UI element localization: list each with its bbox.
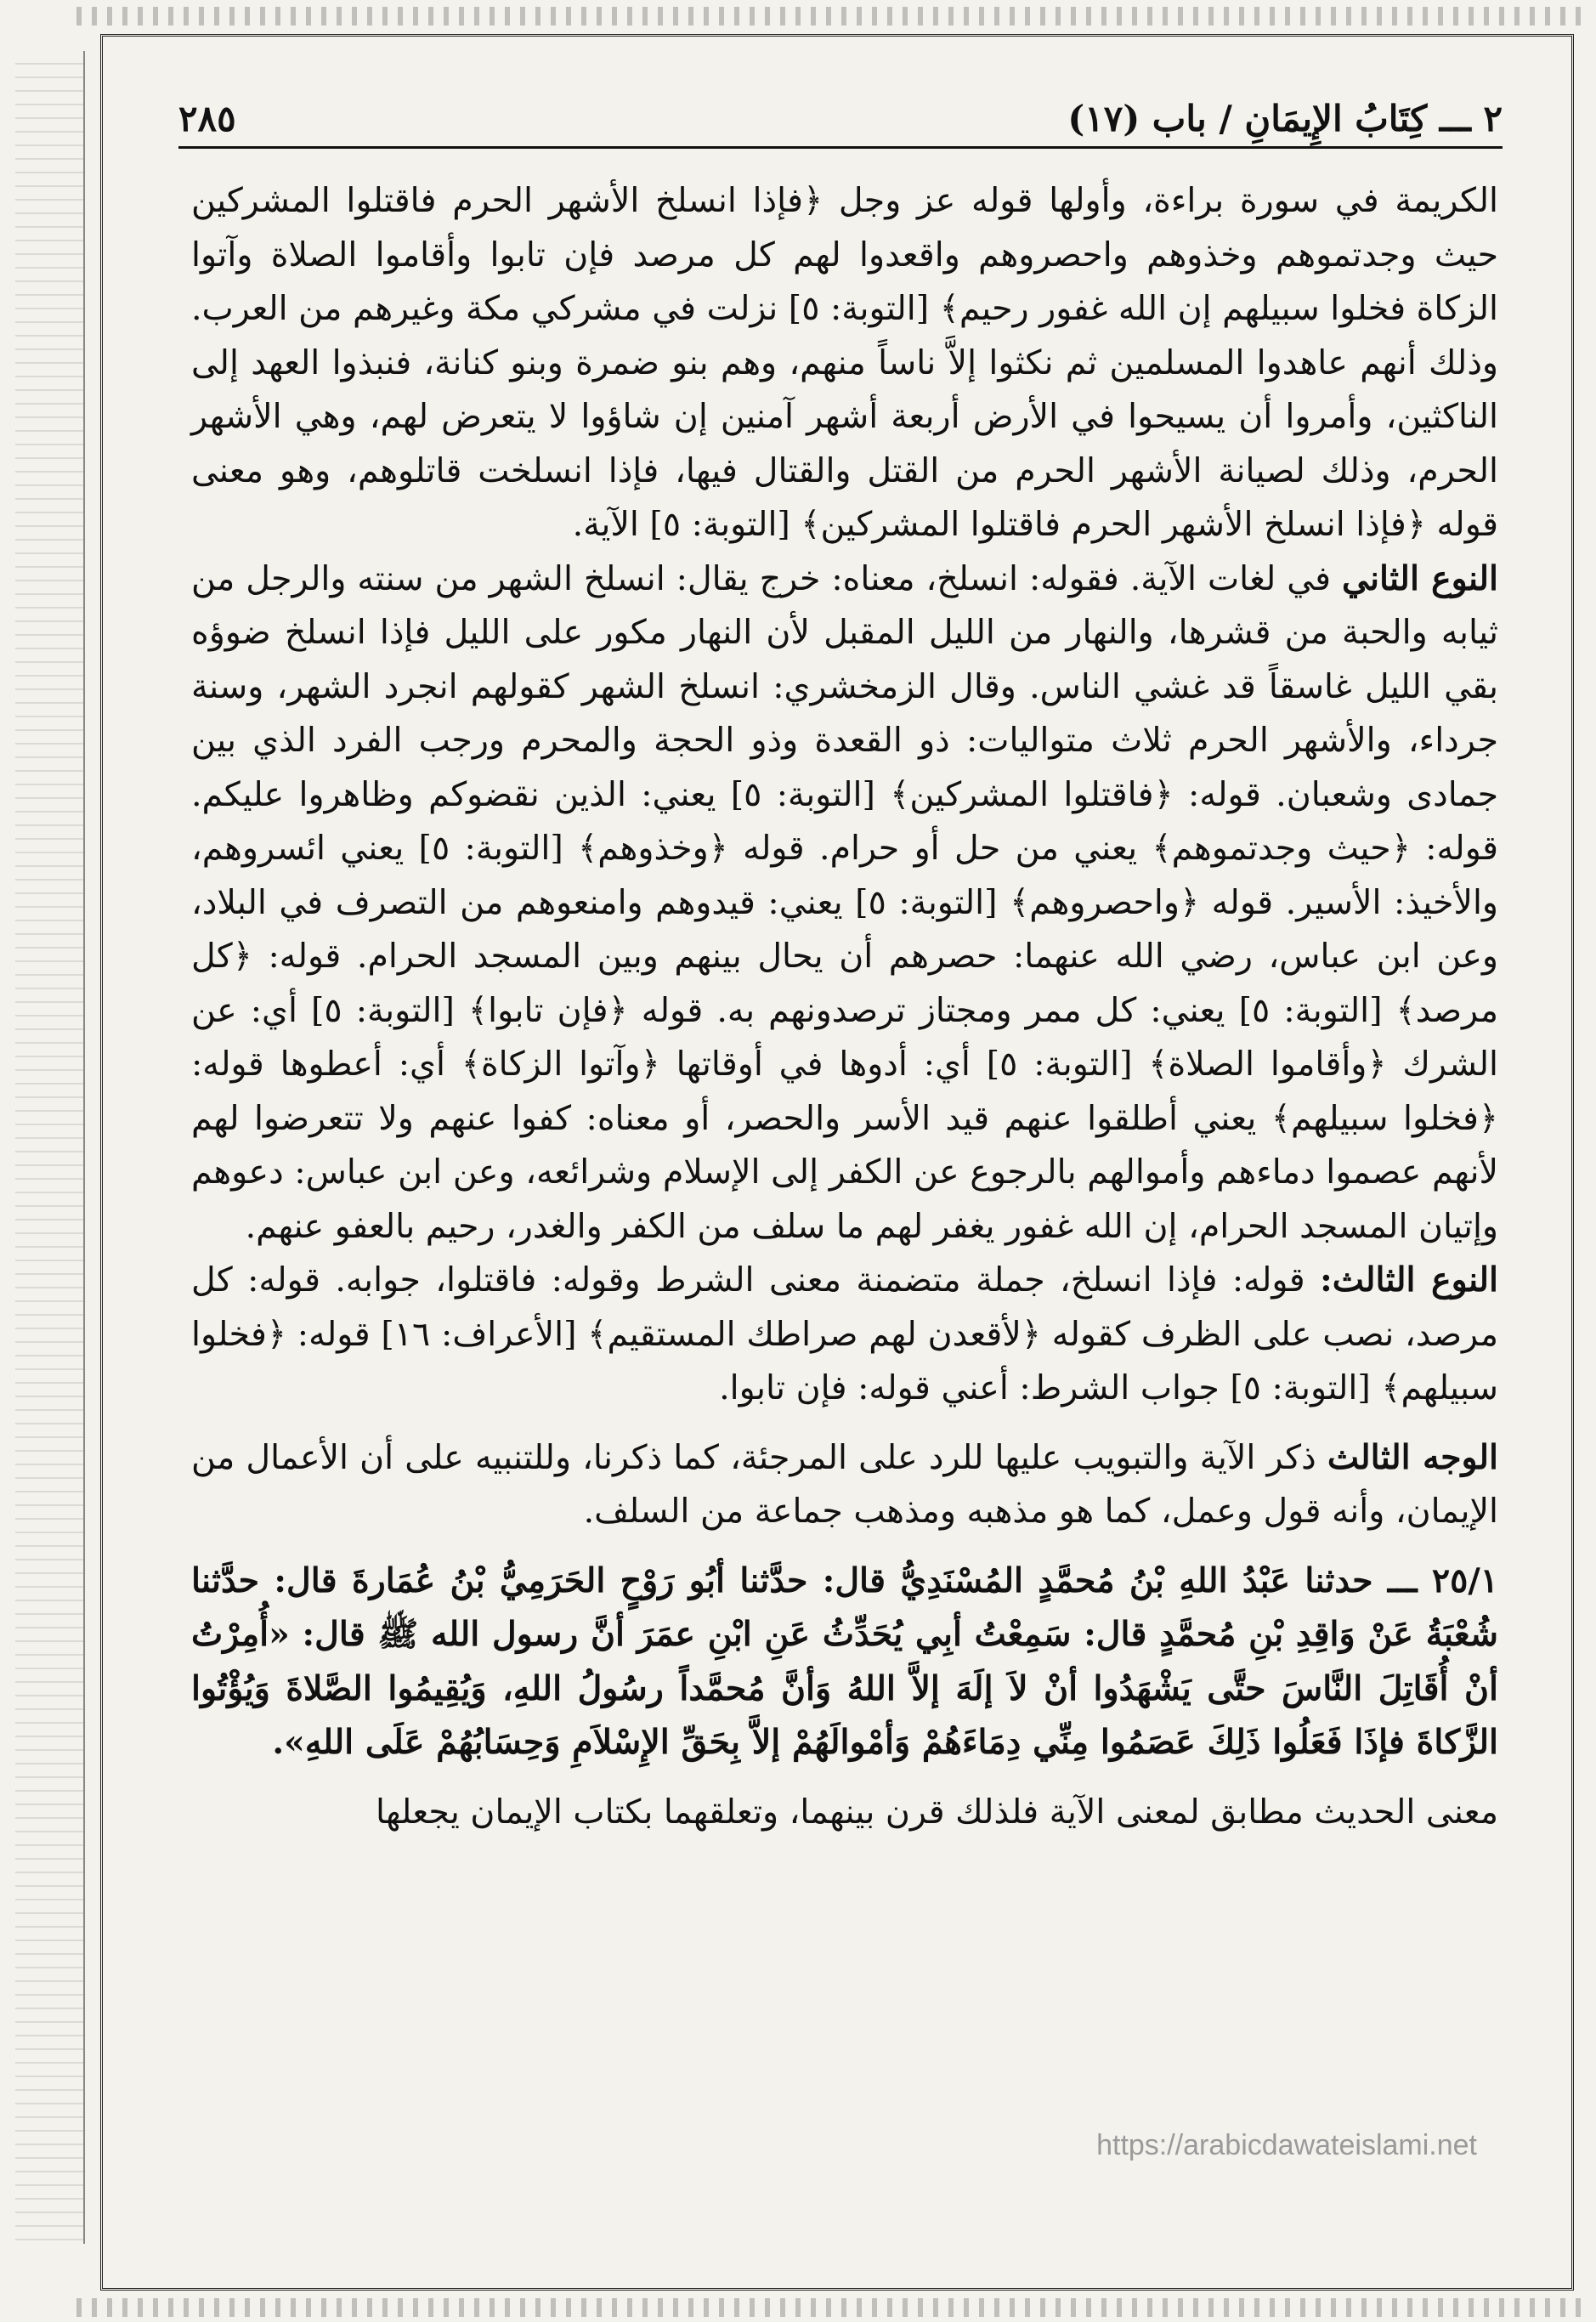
bottom-border-ornament bbox=[76, 2298, 1581, 2317]
paragraph-2-text: في لغات الآية. فقوله: انسلخ، معناه: خرج يقال: انسلخ الشهر من سنته والرجل من ثيابه والحبة من قشرها، والنهار من الليل المقبل لأن النهار مكور على الليل فإذا انسلخ ضوؤه بقي الليل غاسقاً قد غشي الناس. وقال الزمخشري: انسلخ الشهر كقولهم انجرد الشهر، وسنة جرداء، والأشهر الحرم ثلاث متواليات: ذو القعدة وذو الحجة والمحرم ورجب الفرد الذي بين جمادى وشعبان. قوله: ﴿فاقتلوا المشركين﴾ [التوبة: ٥] يعني: الذين نقضوكم وظاهروا عليكم. قوله: ﴿حيث وجدتموهم﴾ يعني من حل أو حرام. قوله ﴿وخذوهم﴾ [التوبة: ٥] يعني ائسروهم، والأخيذ: الأسير. قوله ﴿واحصروهم﴾ [التوبة: ٥] يعني: قيدوهم وامنعوهم من التصرف في البلاد، وعن ابن عباس، رضي الله عنهما: حصرهم أن يحال بينهم وبين المسجد الحرام. قوله: ﴿كل مرصد﴾ [التوبة: ٥] يعني: كل ممر ومجتاز ترصدونهم به. قوله ﴿فإن تابوا﴾ [التوبة: ٥] أي: عن الشرك ﴿وأقاموا الصلاة﴾ [التوبة: ٥] أي: أدوها في أوقاتها ﴿وآتوا الزكاة﴾ أي: أعطوها قوله: ﴿فخلوا سبيلهم﴾ يعني أطلقوا عنهم قيد الأسر والحصر، أو معناه: كفوا عنهم ولا تتعرضوا لهم لأنهم عصموا دماءهم وأموالهم بالرجوع عن الكفر إلى الإسلام وشرائعه، وعن ابن عباس: دعوهم وإتيان المسجد الحرام، إن الله غفور يغفر لهم ما سلف من الكفر والغدر، رحيم بالعفو عنهم. bbox=[191, 558, 1499, 1246]
running-title: ٢ ـــ كِتَابُ الإِيمَانِ / باب (١٧) bbox=[1067, 97, 1503, 139]
top-border-ornament bbox=[76, 7, 1581, 25]
section-label-3: النوع الثالث: bbox=[1320, 1260, 1498, 1300]
paragraph-5: معنى الحديث مطابق لمعنى الآية فلذلك قرن بينهما، وتعلقهما بكتاب الإيمان يجعلها bbox=[376, 1792, 1498, 1832]
side-border-ornament bbox=[15, 51, 85, 2244]
paragraph-3 bbox=[191, 1254, 1498, 1416]
paragraph-3-text: قوله: فإذا انسلخ، جملة متضمنة معنى الشرط وقوله: فاقتلوا، جوابه. قوله: كل مرصد، نصب على الظرف كقوله ﴿لأقعدن لهم صراطك المستقيم﴾ [الأعراف: ١٦] قوله: ﴿فخلوا سبيلهم﴾ [التوبة: ٥] جواب الشرط: أعني قوله: فإن تابوا. bbox=[191, 1260, 1499, 1407]
section-label-4: الوجه الثالث bbox=[1327, 1437, 1498, 1477]
page-body bbox=[191, 174, 1498, 1839]
page-header bbox=[178, 92, 1503, 144]
page-number: ٢٨٥ bbox=[178, 97, 236, 139]
hadith-text: ٢٥/١ ـــ حدثنا عَبْدُ اللهِ بْنُ مُحمَّدٍ المُسْنَدِيُّ قال: حدَّثنا أبُو رَوْحٍ الحَرَمِيُّ بْنُ عُمَارةَ قال: حدَّثنا شُعْبَةُ عَنْ وَاقِدِ بْنِ مُحمَّدٍ قال: سَمِعْتُ أبِي يُحَدِّثُ عَنِ ابْنِ عمَرَ أنَّ رسول الله ﷺ قال: «أُمِرْتُ أنْ أُقَاتِلَ النَّاسَ حتَّى يَشْهَدُوا أنْ لاَ إلَهَ إلاَّ اللهُ وَأنَّ مُحمَّداً رسُولُ اللهِ، وَيُقِيمُوا الصَّلاةَ وَيُؤْتُوا الزَّكاةَ فإذَا فَعَلُوا ذَلِكَ عَصَمُوا مِنِّي دِمَاءَهُمْ وَأمْوالَهُمْ إلاَّ بِحَقِّ الإِسْلاَمِ وَحِسَابُهُمْ عَلَى اللهِ». bbox=[191, 1560, 1498, 1762]
spacer bbox=[191, 1539, 1498, 1555]
paragraph-4 bbox=[191, 1431, 1498, 1539]
section-label-2: النوع الثاني bbox=[1342, 558, 1498, 598]
header-rule bbox=[178, 146, 1503, 149]
paragraph-1: الكريمة في سورة براءة، وأولها قوله عز وجل ﴿فإذا انسلخ الأشهر الحرم فاقتلوا المشركين حيث وجدتموهم وخذوهم واحصروهم واقعدوا لهم كل مرصد فإن تابوا وأقاموا الصلاة وآتوا الزكاة فخلوا سبيلهم إن الله غفور رحيم﴾ [التوبة: ٥] نزلت في مشركي مكة وغيرهم من العرب. وذلك أنهم عاهدوا المسلمين ثم نكثوا إلاَّ ناساً منهم، وهم بنو ضمرة وبنو كنانة، فنبذوا العهد إلى الناكثين، وأمروا أن يسيحوا في الأرض أربعة أشهر آمنين إن شاؤوا لا يتعرض لهم، وهي الأشهر الحرم، وذلك لصيانة الأشهر الحرم من القتل والقتال فيها، فإذا انسلخت قاتلوهم، وهو معنى قوله ﴿فإذا انسلخ الأشهر الحرم فاقتلوا المشركين﴾ [التوبة: ٥] الآية. bbox=[191, 181, 1498, 544]
paragraph-4-text: ذكر الآية والتبويب عليها للرد على المرجئة، كما ذكرنا، وللتنبيه على أن الأعمال من الإيمان، وأنه قول وعمل، كما هو مذهبه ومذهب جماعة من السلف. bbox=[191, 1437, 1498, 1531]
watermark-url: https://arabicdawateislami.net bbox=[1096, 2129, 1477, 2161]
paragraph-2 bbox=[191, 552, 1498, 1254]
spacer bbox=[191, 1416, 1498, 1431]
spacer bbox=[191, 1770, 1498, 1786]
